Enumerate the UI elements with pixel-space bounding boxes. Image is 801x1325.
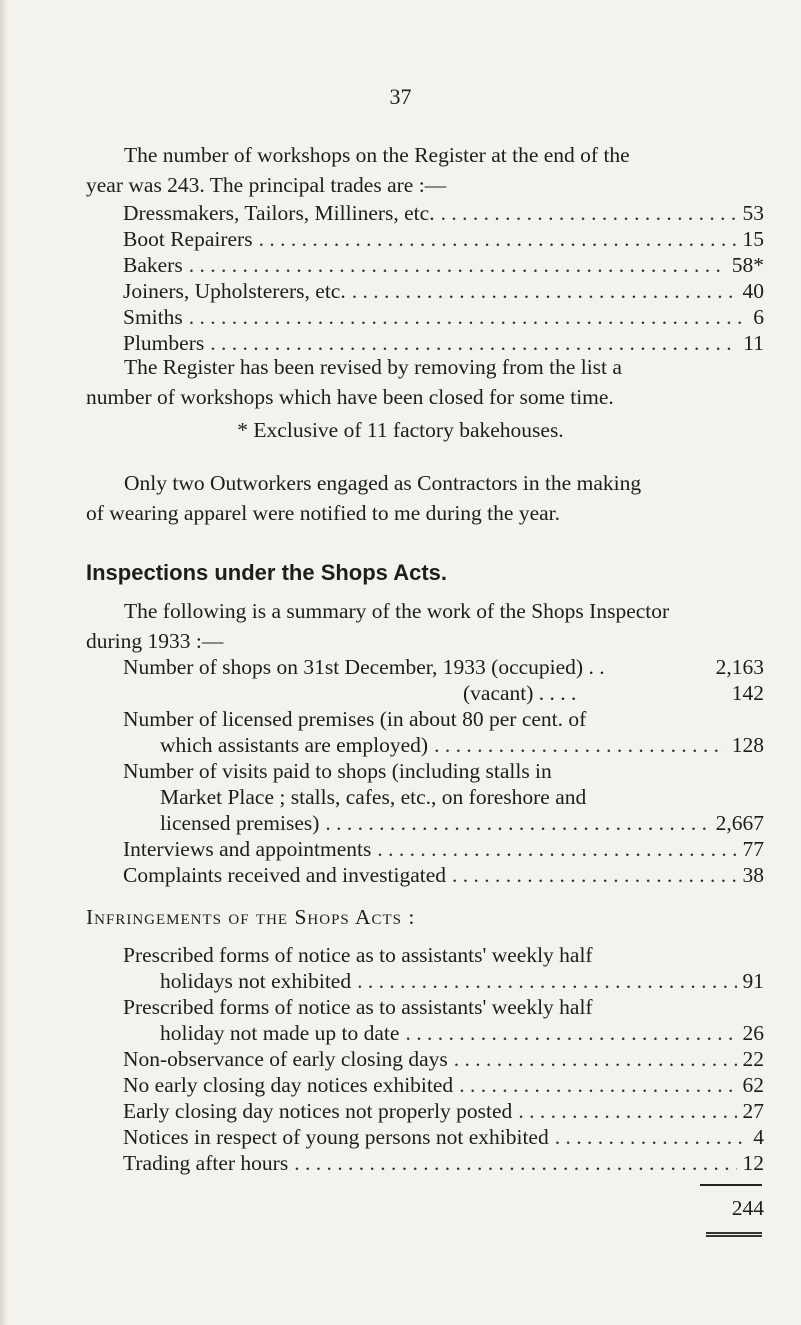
list-item xyxy=(123,1072,764,1098)
register-note xyxy=(86,352,766,412)
list-item xyxy=(123,226,764,252)
outworkers-line-1: Only two Outworkers engaged as Contractors in the making xyxy=(124,471,642,495)
infringement-c-label: Non-observance of early closing days xyxy=(123,1047,448,1071)
visits-value: 2,667 xyxy=(715,811,764,835)
list-item xyxy=(123,252,764,278)
infringement-a-value: 91 xyxy=(742,969,764,993)
infringement-g-label: Trading after hours xyxy=(123,1151,289,1175)
list-item xyxy=(123,200,764,226)
infringement-b xyxy=(160,1020,764,1046)
trade-value: 11 xyxy=(743,331,764,355)
infringement-g-value: 12 xyxy=(742,1151,764,1175)
list-item xyxy=(160,810,764,836)
page-edge xyxy=(0,0,8,1325)
infringement-f-label: Notices in respect of young persons not exhibited xyxy=(123,1125,549,1149)
interviews-value: 77 xyxy=(742,837,764,861)
complaints-label: Complaints received and investigated xyxy=(123,863,447,887)
page-number: 37 xyxy=(389,84,412,109)
trade-value: 40 xyxy=(742,279,764,303)
trade-label: Dressmakers, Tailors, Milliners, etc. xyxy=(123,201,435,225)
shops-occupied-value: 2,163 xyxy=(715,655,764,679)
trade-label: Bakers xyxy=(123,253,183,277)
register-note-line-1: The Register has been revised by removing from the list a xyxy=(124,355,622,379)
shops-vacant-label: (vacant) . . . . xyxy=(463,681,577,705)
interviews-label: Interviews and appointments xyxy=(123,837,372,861)
footnote: * Exclusive of 11 factory bakehouses. xyxy=(237,418,564,442)
trade-label: Joiners, Upholsterers, etc. xyxy=(123,279,346,303)
trade-label: Smiths xyxy=(123,305,183,329)
trade-value: 6 xyxy=(753,305,764,329)
infringement-b-label: holiday not made up to date xyxy=(160,1021,400,1045)
visits xyxy=(160,810,764,836)
list-item xyxy=(123,278,764,304)
double-rule xyxy=(706,1232,762,1237)
outworkers-line-2: of wearing apparel were notified to me during the year. xyxy=(86,501,561,525)
shops-vacant-value: 142 xyxy=(731,681,764,705)
summary-intro-line-1: The following is a summary of the work of the Shops Inspector xyxy=(124,599,670,623)
summary-intro xyxy=(86,596,766,656)
infringement-a-line-1: Prescribed forms of notice as to assistants' weekly half xyxy=(123,943,593,967)
infringement-d-label: No early closing day notices exhibited xyxy=(123,1073,454,1097)
licensed-premises xyxy=(160,732,764,758)
infringement-e-value: 27 xyxy=(742,1099,764,1123)
list-item xyxy=(123,1150,764,1176)
visits-line-1: Number of visits paid to shops (including stalls in xyxy=(123,759,552,783)
list-item xyxy=(123,1046,764,1072)
infringements-heading: Infringements of the Shops Acts : xyxy=(86,905,416,929)
list-item xyxy=(160,732,764,758)
intro-line-2: year was 243. The principal trades are :— xyxy=(86,173,447,197)
list-item xyxy=(123,862,764,888)
outworkers-paragraph xyxy=(86,468,766,528)
total-rule xyxy=(700,1184,762,1186)
list-item xyxy=(123,1098,764,1124)
trades-list xyxy=(123,200,764,356)
trade-value: 53 xyxy=(742,201,764,225)
intro-line-1 xyxy=(86,140,766,170)
list-item xyxy=(123,304,764,330)
total-value: 244 xyxy=(731,1196,764,1220)
infringements-list xyxy=(123,1046,764,1176)
list-item xyxy=(160,1020,764,1046)
complaints-value: 38 xyxy=(742,863,764,887)
trade-value: 58* xyxy=(731,253,764,277)
licensed-premises-line-1: Number of licensed premises (in about 80 per cent. of xyxy=(123,707,587,731)
infringement-a xyxy=(160,968,764,994)
summary-intro-line-2: during 1933 :— xyxy=(86,629,224,653)
infringement-b-line-1: Prescribed forms of notice as to assistants' weekly half xyxy=(123,995,593,1019)
shops-occupied-label: Number of shops on 31st December, 1933 (occupied) . . xyxy=(123,655,605,679)
trade-value: 15 xyxy=(742,227,764,251)
infringement-d-value: 62 xyxy=(742,1073,764,1097)
section-heading: Inspections under the Shops Acts. xyxy=(86,560,448,585)
infringement-a-label: holidays not exhibited xyxy=(160,969,352,993)
intro-paragraph xyxy=(86,140,766,200)
trade-label: Boot Repairers xyxy=(123,227,253,251)
infringement-c-value: 22 xyxy=(742,1047,764,1071)
list-item xyxy=(123,836,764,862)
trade-label: Plumbers xyxy=(123,331,205,355)
intro-line-1-text: The number of workshops on the Register at the end of the xyxy=(124,143,630,167)
register-note-line-2: number of workshops which have been closed for some time. xyxy=(86,385,614,409)
visits-line-2: Market Place ; stalls, cafes, etc., on foreshore and xyxy=(160,785,587,809)
list-item xyxy=(123,1124,764,1150)
infringement-f-value: 4 xyxy=(753,1125,764,1149)
licensed-premises-label: which assistants are employed) xyxy=(160,733,429,757)
infringement-e-label: Early closing day notices not properly posted xyxy=(123,1099,513,1123)
shops-occupied-row xyxy=(123,654,764,680)
interviews-complaints xyxy=(123,836,764,888)
infringement-b-value: 26 xyxy=(742,1021,764,1045)
visits-label: licensed premises) xyxy=(160,811,320,835)
licensed-premises-value: 128 xyxy=(731,733,764,757)
list-item xyxy=(160,968,764,994)
